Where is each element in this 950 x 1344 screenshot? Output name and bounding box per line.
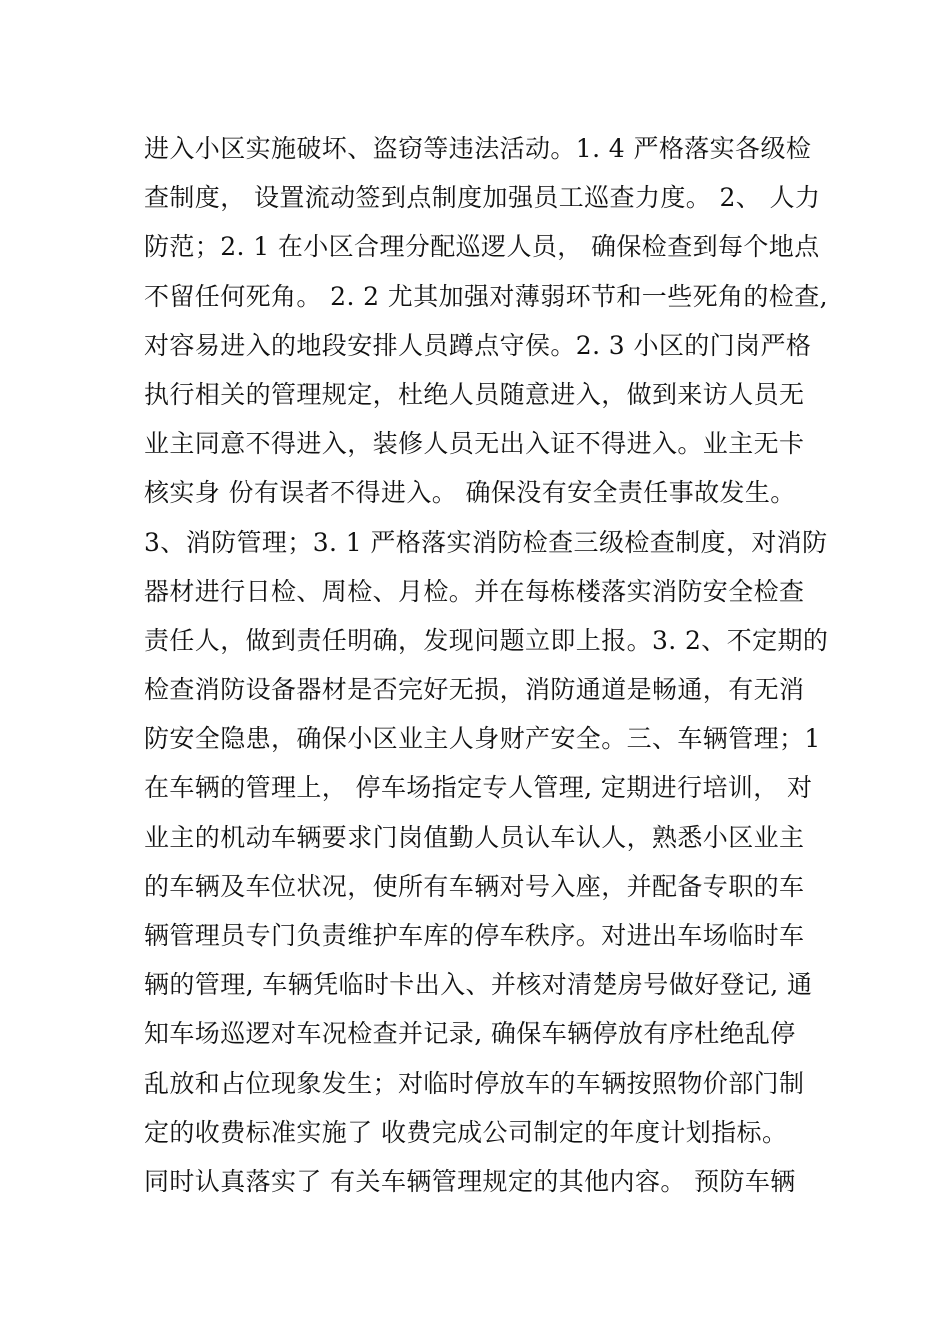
text-line: 查制度， 设置流动签到点制度加强员工巡查力度。 2、 人力 [144, 183, 821, 213]
text-line: 器材进行日检、周检、月检。并在每栋楼落实消防安全检查 [144, 576, 805, 606]
text-line: 对容易进入的地段安排人员蹲点守侯。2. 3 小区的门岗严格 [144, 330, 812, 360]
text-line: 防安全隐患，确保小区业主人身财产安全。三、车辆管理；1 [144, 724, 821, 754]
text-line: 业主同意不得进入，装修人员无出入证不得进入。业主无卡 [144, 429, 805, 459]
body-text [144, 124, 844, 1206]
text-line: 检查消防设备器材是否完好无损，消防通道是畅通，有无消 [144, 675, 805, 705]
text-line: 责任人，做到责任明确，发现问题立即上报。3. 2、不定期的 [144, 625, 829, 655]
text-line: 乱放和占位现象发生；对临时停放车的车辆按照物价部门制 [144, 1068, 805, 1098]
text-line: 不留任何死角。 2. 2 尤其加强对薄弱环节和一些死角的检查, [144, 281, 828, 311]
text-line: 定的收费标准实施了 收费完成公司制定的年度计划指标。 [144, 1117, 788, 1147]
text-line: 辆的管理, 车辆凭临时卡出入、并核对清楚房号做好登记, 通 [144, 970, 813, 1000]
text-line: 同时认真落实了 有关车辆管理规定的其他内容。 预防车辆 [144, 1166, 796, 1196]
text-line: 3、消防管理；3. 1 严格落实消防检查三级检查制度，对消防 [144, 527, 828, 557]
text-line: 的车辆及车位状况，使所有车辆对号入座，并配备专职的车 [144, 871, 805, 901]
text-line: 辆管理员专门负责维护车库的停车秩序。对进出车场临时车 [144, 921, 805, 950]
text-line: 核实身 份有误者不得进入。 确保没有安全责任事故发生。 [144, 478, 796, 508]
text-line: 进入小区实施破坏、盗窃等违法活动。1. 4 严格落实各级检 [144, 134, 812, 163]
text-line: 知车场巡逻对车况检查并记录, 确保车辆停放有序杜绝乱停 [144, 1019, 796, 1049]
text-line: 在车辆的管理上， 停车场指定专人管理, 定期进行培训， 对 [144, 773, 813, 803]
text-line: 防范；2. 1 在小区合理分配巡逻人员， 确保检查到每个地点 [144, 232, 820, 262]
text-line: 执行相关的管理规定，杜绝人员随意进入，做到来访人员无 [144, 379, 805, 409]
text-line: 业主的机动车辆要求门岗值勤人员认车认人，熟悉小区业主 [144, 822, 805, 852]
